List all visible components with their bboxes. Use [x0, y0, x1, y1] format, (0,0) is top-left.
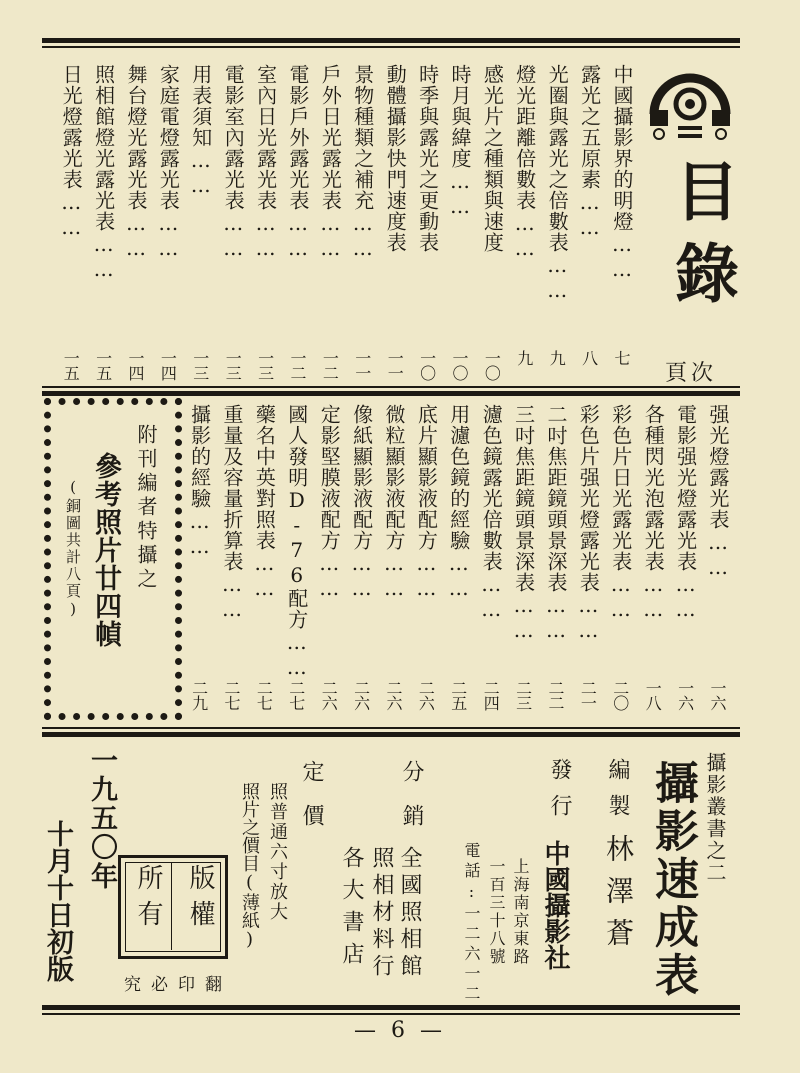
toc-entry-title: 用濾色鏡的經驗…… [446, 404, 471, 601]
toc-entry-title: 彩色片强光燈露光表…… [576, 404, 601, 643]
distributor-label: 分銷 [399, 760, 424, 848]
toc-entry-page: 二四 [481, 680, 501, 710]
toc-entry-page: 一〇 [417, 350, 437, 380]
toc-entry-page: 一四 [158, 350, 178, 380]
toc-entry-title: 舞台燈光露光表…… [124, 64, 148, 261]
lower-rule-thick [42, 732, 740, 737]
toc-entry-title: 像紙顯影液配方…… [349, 404, 374, 601]
toc-entry-title: 中國攝影界的明燈…… [610, 64, 634, 282]
toc-entry-title: 底片顯影液配方…… [414, 404, 439, 601]
toc-entry-page: 九 [514, 350, 534, 365]
bottom-rule-thin [42, 1013, 740, 1015]
toc-entry-title: 家庭電燈露光表…… [156, 64, 181, 261]
copyright-note: 翻印必究 [124, 975, 232, 995]
copyright-text-2: 所有 [133, 864, 163, 936]
toc-entry-page: 一〇 [482, 350, 502, 380]
toc-entry-page: 一二 [288, 350, 307, 380]
toc-entry-title: 彩色片日光露光表…… [608, 404, 633, 622]
bottom-rule [42, 1005, 740, 1010]
toc-entry-page: 七 [612, 350, 631, 365]
toc-entry-title: 動體攝影快門速度表 [383, 64, 408, 253]
price-line-1: 照普通六寸放大 [267, 782, 288, 922]
toc-entry-page: 一二 [320, 350, 340, 380]
toc-entry-page: 一一 [352, 350, 372, 380]
publication-date-2: 十月十日初版 [42, 820, 73, 982]
page-number: — 6 — [354, 1018, 446, 1043]
toc-entry-title: 電影戶外露光表…… [286, 64, 310, 261]
toc-entry-page: 一五 [61, 350, 81, 380]
toc-entry-page: 二九 [189, 680, 209, 710]
toc-entry-page: 二六 [384, 680, 403, 710]
toc-entry-page: 一一 [385, 350, 405, 380]
mid-rule [42, 386, 740, 388]
supplement-line1: 附刊編者特攝之 [134, 424, 158, 592]
toc-entry-title: 重量及容量折算表…… [220, 404, 244, 622]
page-column-heading: 頁次 [665, 361, 718, 386]
toc-entry-title: 定影堅膜液配方…… [317, 404, 342, 601]
toc-entry-title: 光圈與露光之倍數表…… [545, 64, 570, 303]
editor-label: 編製 [605, 758, 630, 830]
publisher-logo-icon [648, 62, 732, 142]
toc-entry-title: 電影强光燈露光表…… [673, 404, 698, 622]
supplement-line2: 參考照片廿四幀 [90, 452, 121, 648]
toc-entry-page: 二六 [416, 680, 436, 710]
book-title: 攝影速成表 [647, 760, 698, 1000]
toc-entry-page: 二〇 [610, 680, 630, 710]
toc-entry-page: 一〇 [450, 350, 469, 380]
toc-entry-page: 二三 [513, 680, 533, 710]
distributor-1: 全國照相館 [397, 846, 422, 981]
toc-entry-title: 二吋焦距鏡頭景深表…… [544, 404, 568, 643]
toc-entry-page: 一六 [675, 680, 695, 710]
price-line-2: 照片之價目(薄紙) [239, 782, 260, 950]
toc-entry-title: 强光燈露光表…… [706, 404, 730, 580]
toc-entry-page: 一八 [643, 680, 663, 710]
lower-rule [42, 727, 740, 729]
toc-entry-page: 一五 [93, 350, 113, 380]
toc-entry-title: 景物種類之補充…… [350, 64, 375, 261]
distributor-2: 照相材料行 [369, 846, 394, 981]
toc-entry-title: 照相館燈光露光表…… [91, 64, 116, 282]
top-rule [42, 38, 740, 43]
toc-entry-page: 一三 [223, 350, 243, 380]
toc-entry-title: 時季與露光之更動表 [415, 64, 440, 253]
toc-entry-title: 微粒顯影液配方…… [382, 404, 406, 601]
toc-entry-page: 一四 [126, 350, 145, 380]
price-label: 定價 [299, 760, 324, 848]
toc-entry-title: 日光燈露光表…… [59, 64, 84, 240]
toc-entry-title: 國人發明D-76配方…… [284, 404, 309, 680]
toc-entry-title: 時月與緯度…… [448, 64, 472, 219]
toc-entry-page: 二七 [222, 680, 241, 710]
toc-entry-title: 濾色鏡露光倍數表…… [479, 404, 504, 622]
toc-entry-page: 二七 [254, 680, 274, 710]
toc-entry-page: 二五 [448, 680, 468, 710]
toc-entry-page: 九 [547, 350, 567, 365]
publisher-address-number: 一百三十八號 [487, 858, 506, 966]
toc-entry-page: 二二 [546, 680, 565, 710]
toc-heading: 目錄 [664, 158, 739, 322]
toc-entry-title: 燈光距離倍數表…… [512, 64, 537, 261]
publisher-address: 上海南京東路 [511, 858, 530, 966]
top-rule-thin [42, 46, 740, 48]
toc-entry-page: 一六 [708, 680, 727, 710]
toc-entry-page: 一三 [255, 350, 275, 380]
toc-entry-title: 藥名中英對照表…… [252, 404, 277, 601]
toc-entry-page: 一三 [190, 350, 210, 380]
publication-date-1: 一九五〇年 [86, 746, 117, 891]
publisher-label: 發行 [547, 758, 572, 830]
toc-entry-title: 露光之五原素…… [577, 64, 602, 240]
publisher-phone: 電話:一二六一二 [462, 842, 481, 1005]
toc-entry-page: 二一 [578, 680, 598, 710]
toc-entry-title: 戶外日光露光表…… [318, 64, 343, 261]
toc-entry-title: 感光片之種類與速度 [480, 64, 505, 253]
toc-entry-title: 各種閃光泡露光表…… [641, 404, 666, 622]
series-name: 攝影叢書之二 [703, 752, 727, 884]
editor-name: 林澤蒼 [602, 834, 635, 960]
supplement-line3: (銅圖共計八頁) [64, 478, 82, 620]
toc-entry-page: 二六 [351, 680, 371, 710]
toc-entry-title: 室內日光露光表…… [253, 64, 278, 261]
toc-entry-page: 八 [579, 350, 599, 365]
mid-rule-thick [42, 391, 740, 396]
toc-entry-page: 二六 [319, 680, 339, 710]
toc-entry-title: 電影室內露光表…… [221, 64, 246, 261]
publisher-name: 中國攝影社 [540, 840, 570, 970]
toc-entry-title: 攝影的經驗…… [187, 404, 212, 559]
toc-entry-page: 二七 [286, 680, 306, 710]
distributor-3: 各大書店 [339, 846, 364, 974]
toc-entry-title: 三吋焦距鏡頭景深表…… [511, 404, 536, 643]
toc-entry-title: 用表須知…… [188, 64, 213, 198]
copyright-text-1: 版權 [185, 864, 215, 936]
